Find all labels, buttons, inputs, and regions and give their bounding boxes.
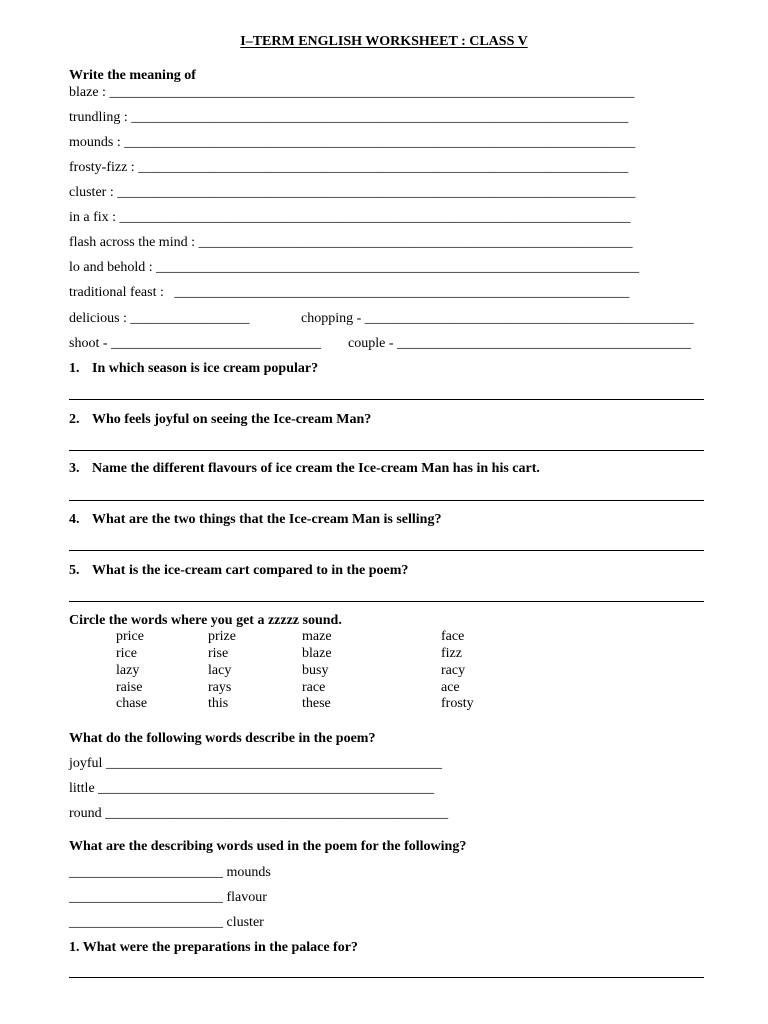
grid-word[interactable]: frosty <box>441 696 474 711</box>
grid-word[interactable]: blaze <box>302 646 332 661</box>
meanings-heading: Write the meaning of <box>69 68 196 83</box>
answer-line-5 <box>69 601 704 602</box>
grid-word[interactable]: lacy <box>208 663 232 678</box>
grid-word[interactable]: racy <box>441 663 466 678</box>
question-5: 5. What is the ice-cream cart compared to in the poem? <box>69 563 409 578</box>
meaning-flash-across-the-mind: flash across the mind : ______________________________________________________________ <box>69 235 633 250</box>
describing-word-mounds: ______________________ mounds <box>69 865 271 880</box>
grid-word[interactable]: rice <box>116 646 137 661</box>
grid-word[interactable]: busy <box>302 663 329 678</box>
meaning-frosty-fizz: frosty-fizz : ______________________________________________________________________ <box>69 160 629 175</box>
describing-word-cluster: ______________________ cluster <box>69 915 264 930</box>
grid-word[interactable]: fizz <box>441 646 462 661</box>
question-3: 3. Name the different flavours of ice cream the Ice-cream Man has in his cart. <box>69 461 540 476</box>
meaning-traditional-feast: traditional feast : _________________________________________________________________ <box>69 285 630 300</box>
grid-word[interactable]: ace <box>441 680 460 695</box>
grid-word[interactable]: this <box>208 696 229 711</box>
describe-joyful: joyful ________________________________________________ <box>69 756 442 771</box>
grid-word[interactable]: raise <box>116 680 143 695</box>
meaning-shoot: shoot - ______________________________ <box>69 336 321 351</box>
final-answer-line <box>69 977 704 978</box>
meaning-delicious: delicious : _________________ <box>69 311 250 326</box>
grid-word[interactable]: rays <box>208 680 232 695</box>
describing-word-flavour: ______________________ flavour <box>69 890 267 905</box>
question-4: 4. What are the two things that the Ice-cream Man is selling? <box>69 512 442 527</box>
grid-word[interactable]: these <box>302 696 331 711</box>
meaning-in-a-fix: in a fix : _________________________________________________________________________ <box>69 210 631 225</box>
question-1: 1. In which season is ice cream popular? <box>69 361 319 376</box>
meaning-mounds: mounds : _________________________________________________________________________ <box>69 135 636 150</box>
meaning-cluster: cluster : __________________________________________________________________________ <box>69 185 636 200</box>
grid-word[interactable]: maze <box>302 629 332 644</box>
describe-round: round _________________________________________________ <box>69 806 449 821</box>
describe-heading: What do the following words describe in the poem? <box>69 731 376 746</box>
meaning-chopping: chopping - _______________________________________________ <box>301 311 694 326</box>
question-2: 2. Who feels joyful on seeing the Ice-cream Man? <box>69 412 372 427</box>
grid-word[interactable]: face <box>441 629 465 644</box>
circle-words-heading: Circle the words where you get a zzzzz sound. <box>69 613 342 628</box>
grid-word[interactable]: chase <box>116 696 148 711</box>
describing-words-heading: What are the describing words used in the poem for the following? <box>69 839 467 854</box>
grid-word[interactable]: prize <box>208 629 236 644</box>
meaning-trundling: trundling : _______________________________________________________________________ <box>69 110 629 125</box>
worksheet-title: I–TERM ENGLISH WORKSHEET : CLASS V <box>240 34 528 49</box>
describe-little: little ________________________________________________ <box>69 781 435 796</box>
answer-line-3 <box>69 500 704 501</box>
grid-word[interactable]: lazy <box>116 663 140 678</box>
final-question: 1. What were the preparations in the palace for? <box>69 940 358 955</box>
grid-word[interactable]: race <box>302 680 326 695</box>
answer-line-4 <box>69 550 704 551</box>
grid-word[interactable]: rise <box>208 646 229 661</box>
meaning-lo-and-behold: lo and behold : _____________________________________________________________________ <box>69 260 640 275</box>
answer-line-1 <box>69 399 704 400</box>
grid-word[interactable]: price <box>116 629 144 644</box>
meaning-couple: couple - __________________________________________ <box>348 336 691 351</box>
meaning-blaze: blaze : ___________________________________________________________________________ <box>69 85 635 100</box>
answer-line-2 <box>69 450 704 451</box>
